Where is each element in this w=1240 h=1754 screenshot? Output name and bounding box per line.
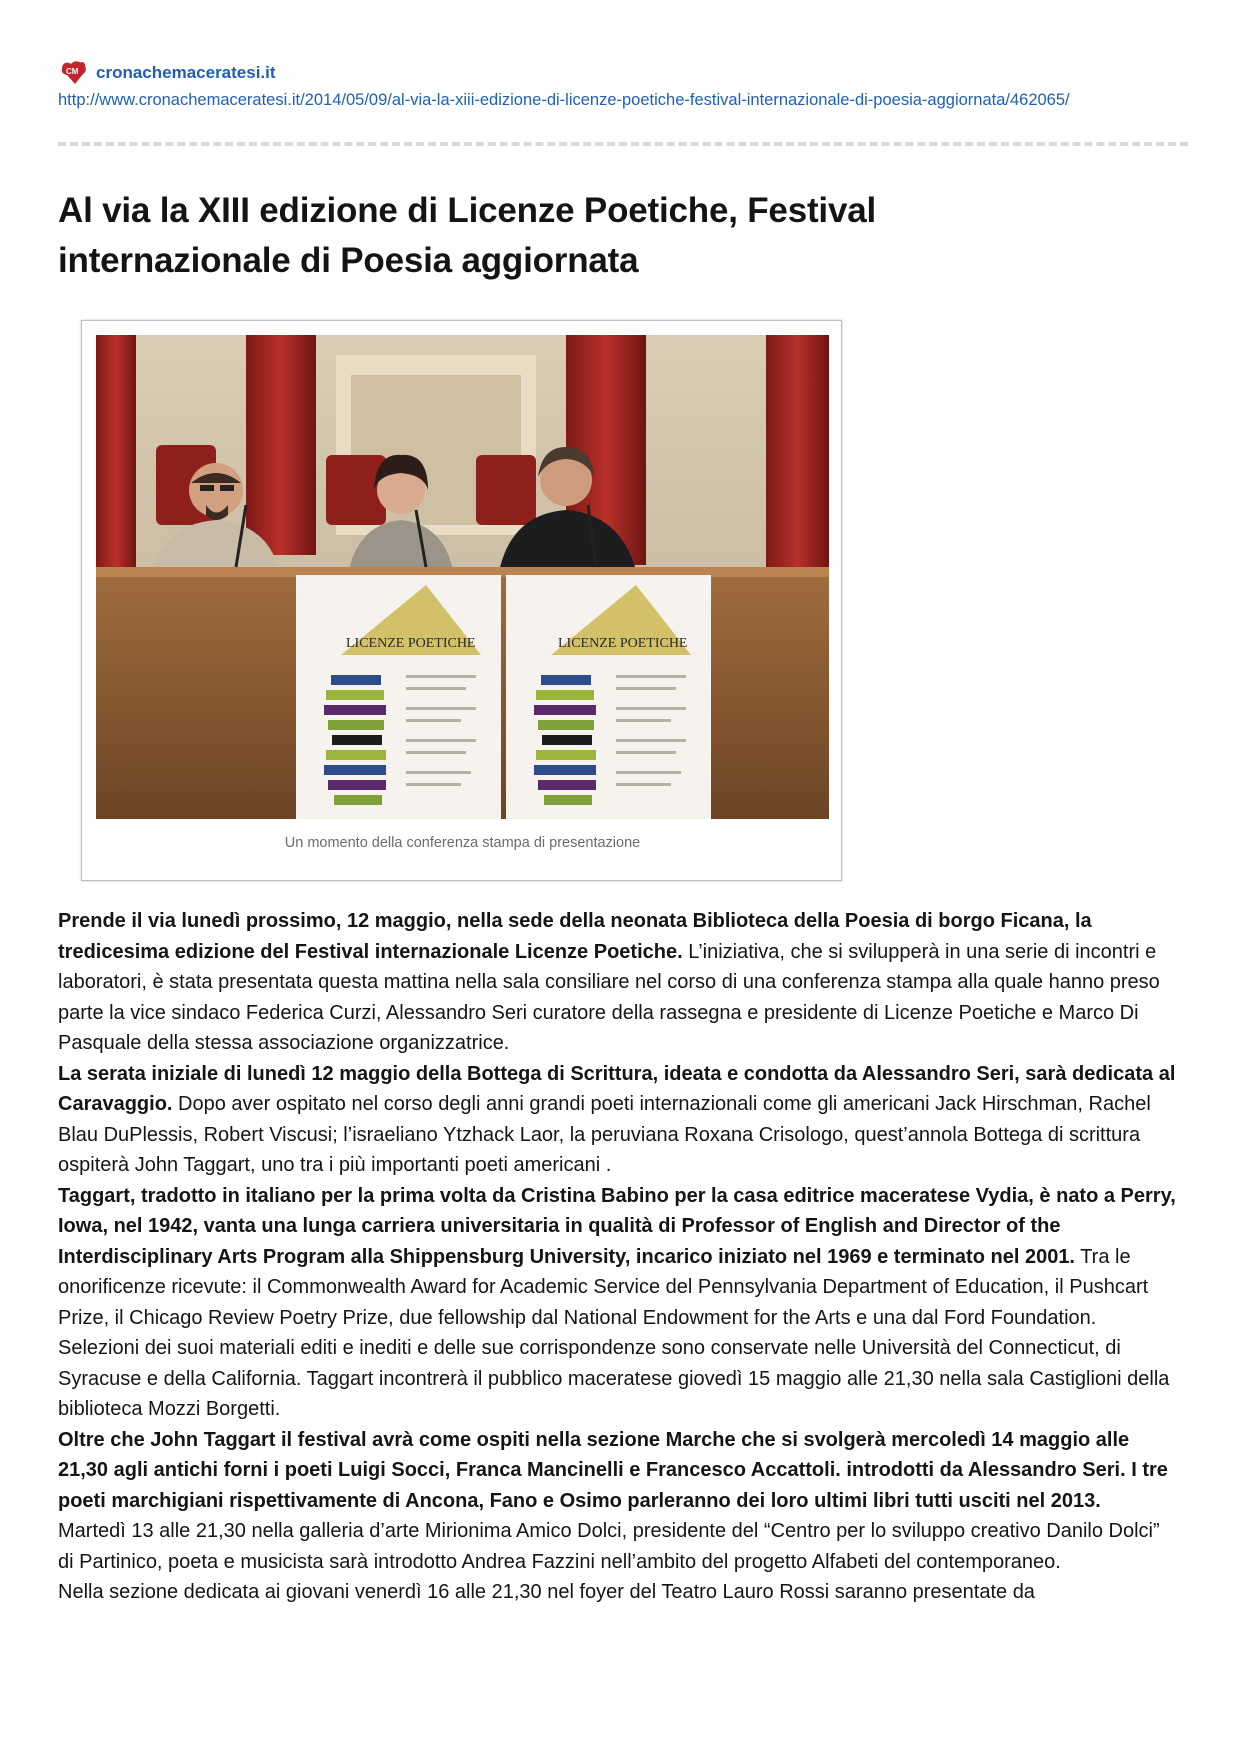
article-title: Al via la XIII edizione di Licenze Poetiche, Festival internazionale di Poesia aggiornata	[58, 191, 877, 280]
paragraph-text: L’iniziativa, che si svilupperà in una serie di incontri e laboratori, è stata presentata questa mattina nella sala consiliare nel corso di una conferenza stampa alla quale hanno preso parte la vice sindaco Federica Curzi, Alessandro Seri curatore della rassegna e presidente di Licenze Poetiche e Marco Di Pasquale della stessa associazione organizzatrice.	[58, 940, 1160, 1054]
svg-text:CM: CM	[66, 67, 79, 76]
article-paragraph	[58, 1516, 1178, 1577]
press-conference-photo	[96, 335, 829, 819]
paragraph-lead: La serata iniziale di lunedì 12 maggio della Bottega di Scrittura, ideata e condotta da Alessandro Seri, sarà dedicata al Caravaggio.	[58, 1062, 1176, 1115]
article-paragraph	[58, 1425, 1178, 1517]
article-paragraph	[58, 1577, 1178, 1608]
site-line	[58, 58, 1188, 88]
site-header	[58, 58, 1188, 112]
paragraph-text: Dopo aver ospitato nel corso degli anni grandi poeti internazionali come gli americani Jack Hirschman, Rachel Blau DuPlessis, Robert Viscusi; l’israeliano Ytzhack Laor, la peruviana Roxana Crisologo, quest’annola Bottega di scrittura ospiterà John Taggart, uno tra i più importanti poeti americani .	[58, 1093, 1151, 1176]
svg-text:LICENZE POETICHE: LICENZE POETICHE	[558, 636, 688, 651]
article-url-link[interactable]: http://www.cronachemaceratesi.it/2014/05/09/al-via-la-xiii-edizione-di-licenze-poetiche-festival-internazionale-di-poesia-aggiornata/462065/	[58, 91, 1070, 109]
svg-text:LICENZE POETICHE: LICENZE POETICHE	[346, 636, 476, 651]
paragraph-lead: Prende il via lunedì prossimo, 12 maggio, nella sede della neonata Biblioteca della Poesia di borgo Ficana, la tredicesima edizione del Festival internazionale Licenze Poetiche.	[58, 910, 1092, 963]
paragraph-lead: Taggart, tradotto in italiano per la prima volta da Cristina Babino per la casa editrice maceratese Vydia, è nato a Perry, Iowa, nel 1942, vanta una lunga carriera universitaria in qualità di Professor of English and Director of the Interdisciplinary Arts Program alla Shippensburg University, incarico iniziato nel 1969 e terminato nel 2001.	[58, 1184, 1176, 1268]
paragraph-text: Nella sezione dedicata ai giovani venerdì 16 alle 21,30 nel foyer del Teatro Lauro Rossi saranno presentate da	[58, 1581, 1035, 1603]
article-figure	[81, 320, 842, 881]
dashed-divider	[58, 142, 1188, 146]
photo-caption: Un momento della conferenza stampa di presentazione	[284, 835, 641, 851]
article-body	[58, 906, 1178, 1608]
site-name-link[interactable]: cronachemaceratesi.it	[96, 63, 276, 82]
site-logo-icon[interactable]	[58, 60, 88, 86]
paragraph-lead: Oltre che John Taggart il festival avrà come ospiti nella sezione Marche che si svolgerà mercoledì 14 maggio alle 21,30 agli antichi forni i poeti Luigi Socci, Franca Mancinelli e Francesco Accattoli. introdotti da Alessandro Seri. I tre poeti marchigiani rispettivamente di Ancona, Fano e Osimo parleranno dei loro ultimi libri tutti usciti nel 2013.	[58, 1428, 1168, 1512]
article-paragraph	[58, 1181, 1178, 1425]
article-paragraph	[58, 1059, 1178, 1181]
paragraph-text: Tra le onorificenze ricevute: il Commonwealth Award for Academic Service del Pennsylvania Department of Education, il Pushcart Prize, il Chicago Review Poetry Prize, due fellowship dal National Endowment for the Arts e una dal Ford Foundation. Selezioni dei suoi materiali editi e inediti e delle sue corrispondenze sono conservate nelle Università del Connecticut, di Syracuse e della California. Taggart incontrerà il pubblico maceratese giovedì 15 maggio alle 21,30 nella sala Castiglioni della biblioteca Mozzi Borgetti.	[58, 1245, 1170, 1420]
article-paragraph	[58, 906, 1178, 1059]
paragraph-text: Martedì 13 alle 21,30 nella galleria d’arte Mirionima Amico Dolci, presidente del “Centro per lo sviluppo creativo Danilo Dolci” di Partinico, poeta e musicista sarà introdotto Andrea Fazzini nell’ambito del progetto Alfabeti del contemporaneo.	[58, 1520, 1160, 1573]
